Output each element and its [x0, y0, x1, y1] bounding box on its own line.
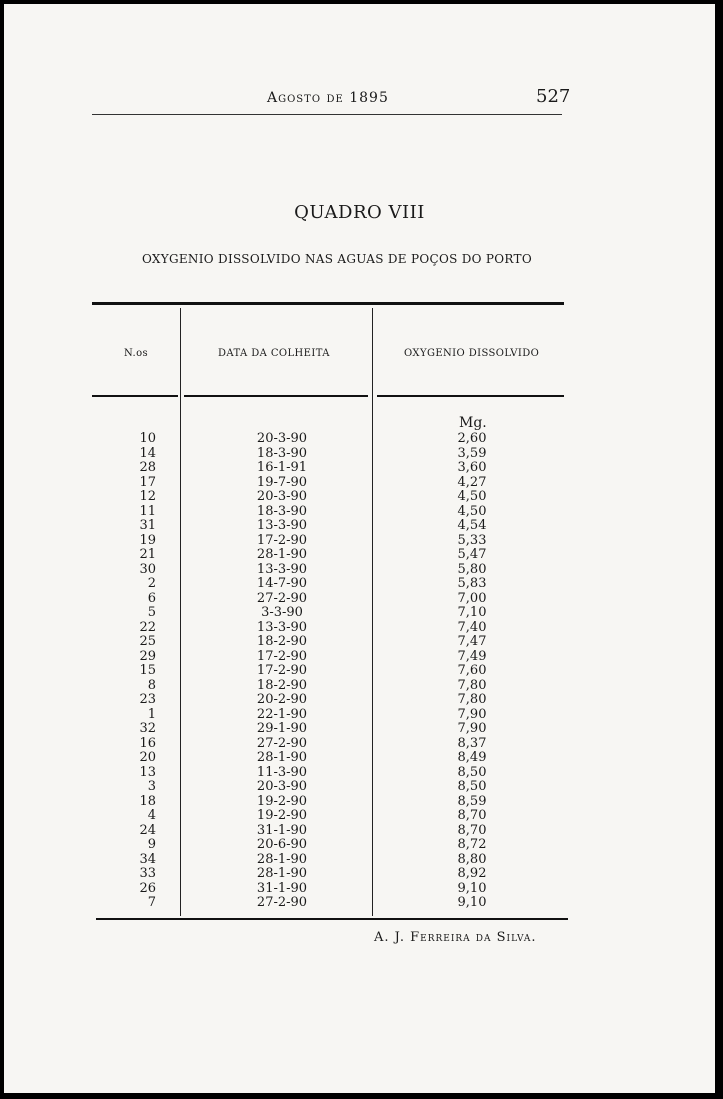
- table-row: [4, 722, 715, 737]
- row-number: 5: [147, 605, 156, 620]
- table-row: [4, 461, 715, 476]
- table-row: [4, 795, 715, 810]
- row-date: 28-1-90: [256, 851, 308, 867]
- row-oxygen-value: 4,50: [457, 503, 487, 519]
- author-signature: A. J. Ferreira da Silva.: [374, 930, 537, 945]
- row-date: 19-2-90: [256, 808, 308, 823]
- row-oxygen-value: 7,00: [457, 590, 487, 606]
- table-row: [4, 432, 715, 447]
- row-oxygen-value: 4,50: [457, 489, 487, 504]
- table-row: [4, 882, 715, 897]
- row-oxygen-value: 3,60: [457, 460, 487, 475]
- row-date: 3-3-90: [261, 605, 303, 620]
- table-row: [4, 664, 715, 679]
- running-title: Agosto de 1895: [267, 90, 389, 106]
- row-date: 14-7-90: [256, 576, 308, 591]
- row-number: 23: [139, 692, 156, 707]
- table-row: [4, 737, 715, 752]
- row-number: 33: [139, 866, 156, 881]
- row-oxygen-value: 5,80: [457, 561, 487, 577]
- row-date: 16-1-91: [256, 460, 308, 475]
- row-oxygen-value: 2,60: [457, 431, 487, 446]
- row-oxygen-value: 5,47: [457, 547, 487, 562]
- row-oxygen-value: 7,10: [457, 605, 487, 620]
- row-oxygen-value: 5,83: [457, 576, 487, 591]
- table-row: [4, 505, 715, 520]
- row-oxygen-value: 8,72: [457, 837, 487, 852]
- row-number: 28: [139, 460, 156, 475]
- row-date: 17-2-90: [256, 532, 308, 548]
- row-date: 20-6-90: [256, 837, 308, 852]
- table-row: [4, 635, 715, 650]
- row-oxygen-value: 7,80: [457, 677, 487, 693]
- row-date: 22-1-90: [256, 706, 308, 722]
- running-head: [4, 86, 715, 110]
- table-row: [4, 867, 715, 882]
- row-oxygen-value: 8,50: [457, 779, 487, 794]
- table-row: [4, 650, 715, 665]
- table-row: [4, 679, 715, 694]
- table-row: [4, 447, 715, 462]
- table-top-rule: [92, 302, 564, 305]
- row-date: 28-1-90: [256, 750, 308, 765]
- row-oxygen-value: 7,60: [457, 663, 487, 678]
- row-oxygen-value: 4,27: [457, 474, 487, 490]
- row-number: 6: [147, 590, 156, 606]
- row-number: 20: [139, 750, 156, 765]
- row-date: 27-2-90: [256, 590, 308, 606]
- row-number: 30: [139, 561, 156, 577]
- column-header-numero: N.os: [124, 348, 149, 359]
- row-oxygen-value: 7,49: [457, 648, 487, 664]
- row-number: 24: [139, 822, 156, 838]
- row-oxygen-value: 8,92: [457, 866, 487, 881]
- table-subtitle: OXYGENIO DISSOLVIDO NAS AGUAS DE POÇOS DO PORTO: [142, 252, 532, 266]
- row-number: 13: [139, 764, 156, 780]
- table-row: [4, 548, 715, 563]
- row-date: 18-3-90: [256, 445, 308, 461]
- row-date: 13-3-90: [256, 518, 308, 533]
- row-date: 17-2-90: [256, 663, 308, 678]
- row-date: 13-3-90: [256, 619, 308, 635]
- table-row: [4, 621, 715, 636]
- row-number: 8: [147, 677, 156, 693]
- column-header-oxygenio: OXYGENIO DISSOLVIDO: [404, 348, 540, 359]
- row-date: 28-1-90: [256, 866, 308, 881]
- row-date: 20-3-90: [256, 489, 308, 504]
- table-row: [4, 838, 715, 853]
- row-number: 16: [139, 735, 156, 751]
- row-date: 11-3-90: [256, 764, 308, 780]
- row-number: 10: [139, 431, 156, 446]
- row-oxygen-value: 7,90: [457, 721, 487, 736]
- row-number: 32: [139, 721, 156, 736]
- row-oxygen-value: 7,40: [457, 619, 487, 635]
- row-number: 18: [139, 793, 156, 809]
- row-number: 4: [147, 808, 156, 823]
- row-number: 9: [147, 837, 156, 852]
- table-row: [4, 476, 715, 491]
- table-title: QUADRO VIII: [294, 202, 425, 223]
- row-oxygen-value: 8,70: [457, 822, 487, 838]
- row-date: 29-1-90: [256, 721, 308, 736]
- row-number: 1: [147, 706, 156, 722]
- row-number: 29: [139, 648, 156, 664]
- row-date: 18-2-90: [256, 634, 308, 649]
- row-oxygen-value: 7,80: [457, 692, 487, 707]
- row-date: 31-1-90: [256, 880, 308, 896]
- row-date: 28-1-90: [256, 547, 308, 562]
- row-oxygen-value: 3,59: [457, 445, 487, 461]
- row-number: 31: [139, 518, 156, 533]
- row-oxygen-value: 9,10: [457, 880, 487, 896]
- table-row: [4, 708, 715, 723]
- table-row: [4, 766, 715, 781]
- table-row: [4, 853, 715, 868]
- row-oxygen-value: 8,50: [457, 764, 487, 780]
- table-bottom-rule: [96, 918, 568, 920]
- document-page: [4, 4, 715, 1093]
- page-number: 527: [536, 86, 571, 107]
- row-oxygen-value: 5,33: [457, 532, 487, 548]
- table-row: [4, 780, 715, 795]
- row-oxygen-value: 8,80: [457, 851, 487, 867]
- row-oxygen-value: 8,59: [457, 793, 487, 809]
- row-number: 25: [139, 634, 156, 649]
- header-underline-2: [184, 395, 368, 397]
- row-date: 31-1-90: [256, 822, 308, 838]
- table-row: [4, 606, 715, 621]
- row-date: 19-7-90: [256, 474, 308, 490]
- column-header-data: DATA DA COLHEITA: [218, 348, 330, 359]
- row-date: 20-3-90: [256, 779, 308, 794]
- row-number: 12: [139, 489, 156, 504]
- row-oxygen-value: 9,10: [457, 895, 487, 910]
- table-row: [4, 751, 715, 766]
- header-underline-3: [377, 395, 564, 397]
- row-number: 3: [147, 779, 156, 794]
- table-row: [4, 577, 715, 592]
- row-oxygen-value: 7,47: [457, 634, 487, 649]
- row-date: 27-2-90: [256, 895, 308, 910]
- row-number: 7: [147, 895, 156, 910]
- row-date: 17-2-90: [256, 648, 308, 664]
- row-date: 13-3-90: [256, 561, 308, 577]
- table-row: [4, 824, 715, 839]
- row-oxygen-value: 8,49: [457, 750, 487, 765]
- row-number: 2: [147, 576, 156, 591]
- row-date: 20-2-90: [256, 692, 308, 707]
- table-row: [4, 490, 715, 505]
- header-underline-1: [92, 395, 178, 397]
- row-date: 18-2-90: [256, 677, 308, 693]
- row-number: 34: [139, 851, 156, 867]
- row-date: 27-2-90: [256, 735, 308, 751]
- row-oxygen-value: 7,90: [457, 706, 487, 722]
- row-oxygen-value: 4,54: [457, 518, 487, 533]
- row-date: 20-3-90: [256, 431, 308, 446]
- row-number: 17: [139, 474, 156, 490]
- row-number: 21: [139, 547, 156, 562]
- table-row: [4, 693, 715, 708]
- table-row: [4, 519, 715, 534]
- row-date: 19-2-90: [256, 793, 308, 809]
- table-row: [4, 809, 715, 824]
- row-number: 22: [139, 619, 156, 635]
- unit-label: Mg.: [459, 415, 487, 431]
- row-number: 15: [139, 663, 156, 678]
- row-number: 19: [139, 532, 156, 548]
- row-oxygen-value: 8,70: [457, 808, 487, 823]
- row-number: 26: [139, 880, 156, 896]
- row-date: 18-3-90: [256, 503, 308, 519]
- row-oxygen-value: 8,37: [457, 735, 487, 751]
- table-row: [4, 592, 715, 607]
- header-rule: [92, 114, 562, 115]
- table-row: [4, 563, 715, 578]
- row-number: 14: [139, 445, 156, 461]
- table-row: [4, 534, 715, 549]
- table-row: [4, 896, 715, 911]
- row-number: 11: [139, 503, 156, 519]
